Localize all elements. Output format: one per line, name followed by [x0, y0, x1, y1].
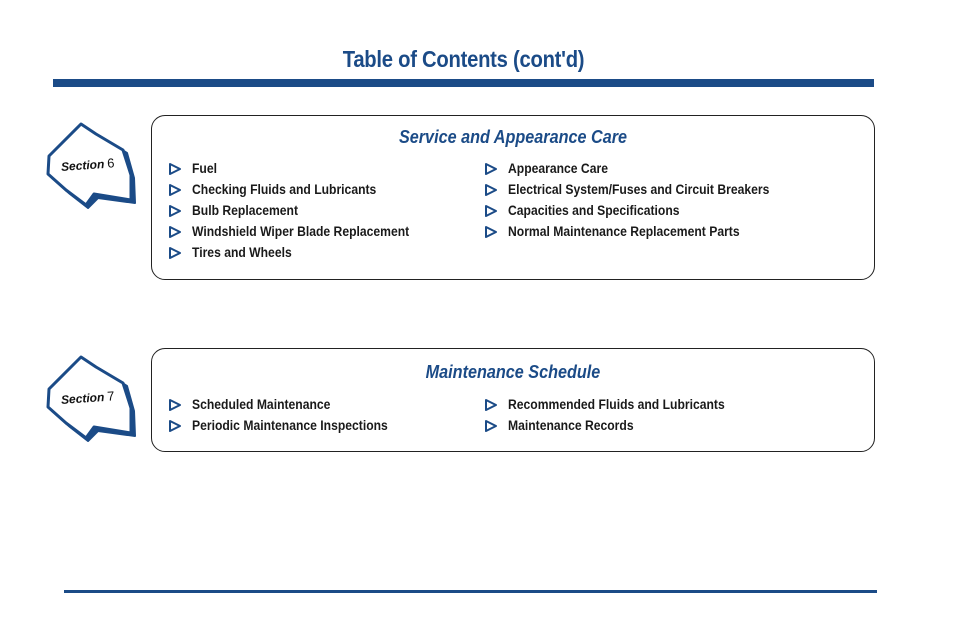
- toc-item-label: Windshield Wiper Blade Replacement: [192, 224, 410, 239]
- triangle-bullet-icon: [168, 246, 182, 260]
- triangle-bullet-icon: [484, 419, 498, 433]
- toc-item-fuel[interactable]: [168, 158, 433, 179]
- toc-item-electrical-system[interactable]: [484, 179, 798, 200]
- section-7-badge[interactable]: [42, 353, 142, 448]
- toc-item-periodic-inspections[interactable]: [168, 415, 410, 436]
- toc-item-label: Normal Maintenance Replacement Parts: [508, 224, 740, 239]
- toc-item-label: Appearance Care: [508, 161, 608, 176]
- section-number: 6: [106, 155, 115, 171]
- section-word: Section: [60, 156, 105, 174]
- section-6-right-list: [484, 158, 798, 242]
- section-6-title[interactable]: Service and Appearance Care: [398, 127, 628, 147]
- triangle-bullet-icon: [484, 204, 498, 218]
- section-word: Section: [60, 389, 105, 407]
- toc-item-label: Capacities and Specifications: [508, 203, 680, 218]
- triangle-bullet-icon: [484, 162, 498, 176]
- triangle-bullet-icon: [168, 419, 182, 433]
- toc-item-wiper-blade[interactable]: [168, 221, 433, 242]
- triangle-bullet-icon: [484, 183, 498, 197]
- toc-item-maintenance-records[interactable]: [484, 415, 749, 436]
- toc-item-capacities[interactable]: [484, 200, 798, 221]
- toc-item-tires-wheels[interactable]: [168, 242, 433, 263]
- triangle-bullet-icon: [484, 225, 498, 239]
- section-6-box: [151, 115, 875, 280]
- triangle-bullet-icon: [168, 204, 182, 218]
- triangle-bullet-icon: [484, 398, 498, 412]
- toc-item-label: Fuel: [192, 161, 217, 176]
- toc-item-appearance-care[interactable]: [484, 158, 798, 179]
- section-number: 7: [106, 388, 115, 404]
- section-6-badge[interactable]: [42, 120, 142, 215]
- section-6-left-list: [168, 158, 433, 263]
- section-7-left-list: [168, 394, 410, 436]
- section-7-box: [151, 348, 875, 452]
- toc-item-scheduled-maintenance[interactable]: [168, 394, 410, 415]
- section-7-title[interactable]: Maintenance Schedule: [425, 362, 601, 382]
- title-rule: [53, 79, 874, 87]
- triangle-bullet-icon: [168, 225, 182, 239]
- bottom-rule: [64, 590, 877, 593]
- toc-item-recommended-fluids[interactable]: [484, 394, 749, 415]
- toc-item-label: Periodic Maintenance Inspections: [192, 418, 388, 433]
- triangle-bullet-icon: [168, 183, 182, 197]
- toc-item-label: Tires and Wheels: [192, 245, 292, 260]
- triangle-bullet-icon: [168, 162, 182, 176]
- toc-item-replacement-parts[interactable]: [484, 221, 798, 242]
- toc-item-label: Scheduled Maintenance: [192, 397, 331, 412]
- toc-item-label: Recommended Fluids and Lubricants: [508, 397, 725, 412]
- triangle-bullet-icon: [168, 398, 182, 412]
- toc-item-label: Bulb Replacement: [192, 203, 299, 218]
- page-title: Table of Contents (cont'd): [342, 46, 585, 72]
- section-7-right-list: [484, 394, 749, 436]
- toc-item-label: Checking Fluids and Lubricants: [192, 182, 377, 197]
- toc-item-label: Electrical System/Fuses and Circuit Breakers: [508, 182, 770, 197]
- toc-item-bulb-replacement[interactable]: [168, 200, 433, 221]
- toc-item-checking-fluids[interactable]: [168, 179, 433, 200]
- toc-item-label: Maintenance Records: [508, 418, 634, 433]
